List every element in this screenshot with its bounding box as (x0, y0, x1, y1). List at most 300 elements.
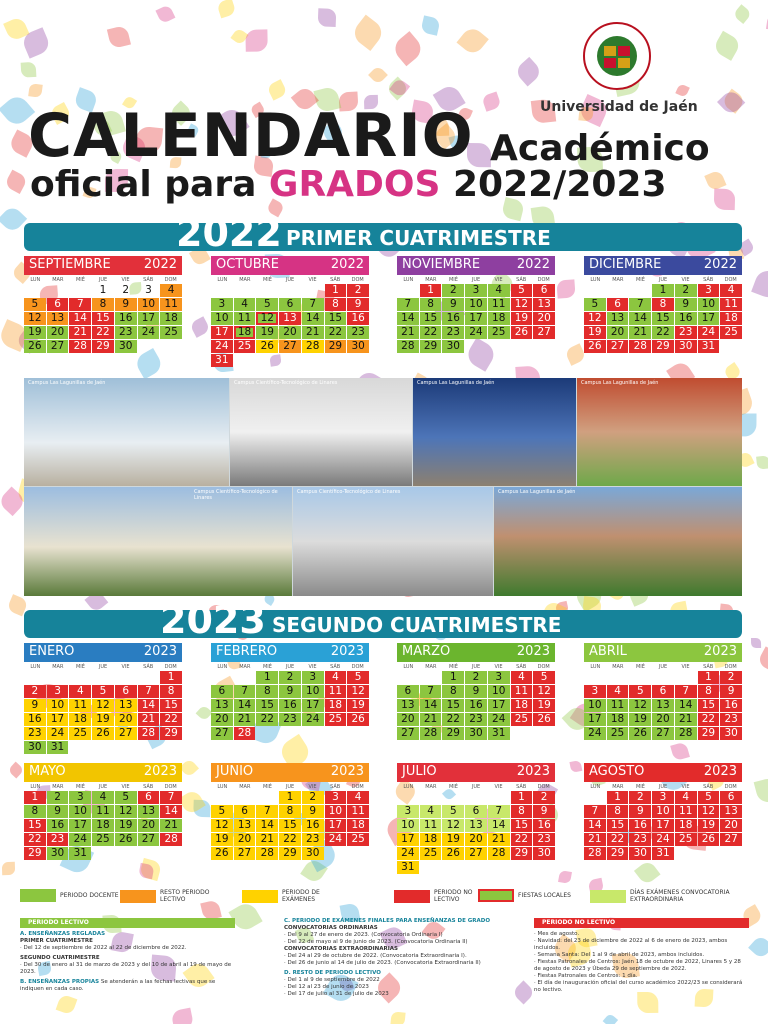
legend-swatch (242, 890, 278, 903)
day-cell: 13 (211, 699, 233, 712)
month-junio (211, 763, 369, 860)
day-cell: 30 (115, 340, 137, 353)
day-cell: 10 (584, 699, 606, 712)
day-cell: 6 (465, 805, 487, 818)
day-cell: 13 (47, 312, 69, 325)
day-cell: 3 (488, 671, 510, 684)
weekday-label: MIÉ (75, 783, 85, 790)
weekday-label: SÁB (703, 663, 714, 670)
day-cell: 12 (24, 312, 46, 325)
day-cell: 14 (629, 312, 651, 325)
day-cell: 7 (302, 298, 324, 311)
day-cell: 2 (279, 671, 301, 684)
day-cell: 1 (256, 671, 278, 684)
weekday-label: MAR (425, 663, 437, 670)
section-year: 2023 (160, 598, 266, 642)
day-cell: 6 (47, 298, 69, 311)
legend-item (120, 889, 220, 903)
day-cell: 6 (720, 791, 742, 804)
legend-item (590, 889, 768, 903)
day-cell: 18 (675, 819, 697, 832)
day-cell: 8 (442, 685, 464, 698)
weekday-label: JUE (658, 783, 668, 790)
day-cell: 11 (488, 298, 510, 311)
month-header (24, 763, 182, 782)
day-cell: 4 (160, 284, 182, 297)
weekday-label: JUE (658, 663, 668, 670)
month-header (584, 763, 742, 782)
day-cell: 5 (533, 671, 555, 684)
month-febrero (211, 643, 369, 740)
day-cell: 1 (325, 284, 347, 297)
weekday-label: VIE (681, 663, 690, 670)
day-cell: 3 (465, 284, 487, 297)
day-cell: 5 (24, 298, 46, 311)
day-cell: 5 (115, 791, 137, 804)
day-cell: 22 (698, 713, 720, 726)
day-cell: 23 (302, 833, 324, 846)
day-cell: 8 (607, 805, 629, 818)
month-diciembre (584, 256, 742, 353)
weekday-label: SÁB (516, 276, 527, 283)
month-name: MAYO (29, 764, 66, 779)
day-cell: 21 (584, 833, 606, 846)
day-cell: 28 (675, 727, 697, 740)
legend-label: PERIODO DOCENTE (60, 892, 119, 899)
day-cell: 26 (511, 326, 533, 339)
photo-3: Campus Las Lagunillas de Jaén (413, 378, 576, 486)
day-cell: 15 (279, 819, 301, 832)
weekday-row (397, 782, 555, 791)
month-name: DICIEMBRE (589, 257, 662, 272)
day-grid (24, 671, 182, 754)
weekday-label: JUE (285, 663, 295, 670)
day-cell: 13 (607, 312, 629, 325)
day-cell: 29 (607, 847, 629, 860)
day-cell: 27 (720, 833, 742, 846)
day-cell: 18 (720, 312, 742, 325)
day-cell: 6 (397, 685, 419, 698)
day-cell: 23 (720, 713, 742, 726)
university-seal-logo (572, 20, 662, 92)
day-cell: 25 (69, 727, 91, 740)
month-name: ABRIL (589, 644, 627, 659)
day-cell: 4 (720, 284, 742, 297)
day-cell: 29 (24, 847, 46, 860)
day-cell: 30 (24, 741, 46, 754)
day-cell: 22 (92, 326, 114, 339)
day-cell: 28 (488, 847, 510, 860)
day-cell: 17 (138, 312, 160, 325)
day-cell: 10 (69, 805, 91, 818)
month-name: FEBRERO (216, 644, 278, 659)
day-cell: 23 (465, 713, 487, 726)
day-cell: 27 (652, 727, 674, 740)
campus-photos (24, 378, 742, 596)
day-cell: 19 (256, 326, 278, 339)
day-cell: 24 (69, 833, 91, 846)
info-periodo-lectivo: PERIODO LECTIVO A. ENSEÑANZAS REGLADAS PRIMER CUATRIMESTRE · Del 12 de septiembre de 2022 al 22 de diciembre de 2022. SEGUNDO CUATRIMESTRE · Del 30 de enero al 31 de marzo de 2023 y del 10 de abril al 19 de mayo de 2023. B. ENSEÑANZAS PROPIAS Se atenderán a las fechas lectivas que se indiquen en cada caso. (20, 918, 235, 993)
day-grid (24, 791, 182, 860)
day-cell: 7 (675, 685, 697, 698)
day-cell: 3 (211, 298, 233, 311)
weekday-row (211, 662, 369, 671)
day-cell: 17 (652, 819, 674, 832)
day-cell: 26 (211, 847, 233, 860)
day-grid (211, 284, 369, 367)
day-cell: 6 (234, 805, 256, 818)
weekday-label: LUN (590, 783, 601, 790)
weekday-label: MAR (239, 276, 251, 283)
day-cell: 6 (533, 284, 555, 297)
day-cell: 12 (629, 699, 651, 712)
month-enero (24, 643, 182, 754)
day-cell: 10 (302, 685, 324, 698)
day-cell: 9 (533, 805, 555, 818)
weekday-label: JUE (471, 783, 481, 790)
day-cell: 11 (420, 819, 442, 832)
day-cell: 17 (465, 312, 487, 325)
day-cell: 16 (629, 819, 651, 832)
weekday-row (211, 782, 369, 791)
day-cell: 12 (92, 699, 114, 712)
day-cell: 8 (279, 805, 301, 818)
day-cell: 20 (607, 326, 629, 339)
day-cell: 9 (465, 685, 487, 698)
day-cell: 24 (488, 713, 510, 726)
day-cell: 7 (397, 298, 419, 311)
day-cell: 27 (47, 340, 69, 353)
weekday-label: SÁB (143, 276, 154, 283)
day-cell: 28 (584, 847, 606, 860)
weekday-label: SÁB (330, 783, 341, 790)
day-cell: 14 (256, 819, 278, 832)
day-cell: 21 (302, 326, 324, 339)
day-cell: 10 (488, 685, 510, 698)
month-julio (397, 763, 555, 874)
day-cell: 30 (302, 847, 324, 860)
legend (20, 889, 750, 909)
day-cell: 25 (720, 326, 742, 339)
day-cell: 1 (652, 284, 674, 297)
day-cell: 18 (325, 699, 347, 712)
day-cell: 13 (234, 819, 256, 832)
day-cell: 2 (533, 791, 555, 804)
day-cell: 9 (47, 805, 69, 818)
day-cell: 30 (629, 847, 651, 860)
weekday-label: VIE (121, 783, 130, 790)
day-cell: 15 (160, 699, 182, 712)
day-cell: 12 (256, 312, 278, 325)
weekday-label: JUE (658, 276, 668, 283)
day-cell: 1 (607, 791, 629, 804)
day-cell: 16 (442, 312, 464, 325)
day-cell: 21 (69, 326, 91, 339)
month-year: 2022 (330, 257, 364, 272)
day-cell: 21 (629, 326, 651, 339)
weekday-label: MAR (52, 783, 64, 790)
month-year: 2023 (143, 644, 177, 659)
month-name: ENERO (29, 644, 75, 659)
day-cell: 1 (279, 791, 301, 804)
day-cell: 20 (465, 833, 487, 846)
day-cell: 7 (138, 685, 160, 698)
day-cell: 15 (607, 819, 629, 832)
weekday-label: LUN (30, 663, 41, 670)
day-cell: 13 (115, 699, 137, 712)
day-cell: 26 (256, 340, 278, 353)
day-cell: 22 (511, 833, 533, 846)
day-cell: 24 (138, 326, 160, 339)
weekday-row (397, 662, 555, 671)
day-cell: 31 (47, 741, 69, 754)
legend-item (242, 889, 342, 903)
weekday-label: VIE (681, 276, 690, 283)
day-cell: 13 (397, 699, 419, 712)
day-cell: 29 (511, 847, 533, 860)
weekday-label: MIÉ (75, 663, 85, 670)
day-cell: 25 (160, 326, 182, 339)
weekday-label: MAR (425, 783, 437, 790)
month-octubre (211, 256, 369, 367)
weekday-label: LUN (217, 276, 228, 283)
day-cell: 23 (675, 326, 697, 339)
day-cell: 14 (69, 312, 91, 325)
day-cell: 19 (347, 699, 369, 712)
weekday-label: SÁB (143, 783, 154, 790)
day-cell: 8 (256, 685, 278, 698)
legend-swatch (590, 890, 626, 903)
day-cell: 9 (720, 685, 742, 698)
photo-1: Campus Las Lagunillas de Jaén (24, 378, 229, 486)
day-cell: 22 (607, 833, 629, 846)
legend-item (478, 889, 578, 902)
section-label: PRIMER CUATRIMESTRE (286, 226, 551, 250)
day-cell: 12 (533, 685, 555, 698)
day-cell: 20 (234, 833, 256, 846)
month-name: OCTUBRE (216, 257, 279, 272)
weekday-label: DOM (537, 783, 550, 790)
day-cell: 2 (302, 791, 324, 804)
day-cell: 29 (420, 340, 442, 353)
day-cell: 10 (211, 312, 233, 325)
month-header (397, 256, 555, 275)
day-cell: 6 (211, 685, 233, 698)
day-cell: 10 (138, 298, 160, 311)
day-cell: 16 (302, 819, 324, 832)
photo-7: Campus Las Lagunillas de Jaén (494, 487, 742, 596)
day-cell: 16 (24, 713, 46, 726)
day-cell: 14 (584, 819, 606, 832)
day-cell: 14 (397, 312, 419, 325)
university-name: Universidad de Jaén (540, 99, 698, 115)
month-header (397, 763, 555, 782)
day-cell: 4 (69, 685, 91, 698)
day-cell: 20 (720, 819, 742, 832)
day-cell: 11 (720, 298, 742, 311)
month-year: 2023 (703, 644, 737, 659)
weekday-label: MIÉ (635, 783, 645, 790)
day-cell: 7 (629, 298, 651, 311)
day-cell: 11 (675, 805, 697, 818)
weekday-row (584, 662, 742, 671)
weekday-row (211, 275, 369, 284)
weekday-label: VIE (494, 783, 503, 790)
day-cell: 15 (442, 699, 464, 712)
day-cell: 18 (92, 819, 114, 832)
weekday-label: SÁB (703, 276, 714, 283)
photo-4: Campus Las Lagunillas de Jaén (577, 378, 742, 486)
weekday-label: SÁB (516, 783, 527, 790)
day-cell: 27 (211, 727, 233, 740)
day-cell: 9 (279, 685, 301, 698)
day-cell: 8 (420, 298, 442, 311)
month-name: NOVIEMBRE (402, 257, 481, 272)
legend-swatch (20, 889, 56, 902)
day-cell: 26 (698, 833, 720, 846)
day-grid (211, 671, 369, 740)
day-cell: 12 (698, 805, 720, 818)
weekday-label: LUN (217, 783, 228, 790)
day-cell: 2 (720, 671, 742, 684)
weekday-label: LUN (590, 663, 601, 670)
weekday-label: MAR (612, 663, 624, 670)
day-cell: 12 (511, 298, 533, 311)
day-cell: 13 (138, 805, 160, 818)
day-cell: 22 (442, 713, 464, 726)
day-cell: 7 (420, 685, 442, 698)
day-cell: 31 (397, 861, 419, 874)
weekday-row (24, 782, 182, 791)
day-cell: 21 (160, 819, 182, 832)
day-cell: 15 (325, 312, 347, 325)
day-cell: 15 (92, 312, 114, 325)
month-marzo (397, 643, 555, 740)
day-cell: 2 (675, 284, 697, 297)
day-cell: 11 (607, 699, 629, 712)
weekday-label: VIE (308, 276, 317, 283)
legend-swatch (120, 890, 156, 903)
month-mayo (24, 763, 182, 860)
day-cell: 15 (256, 699, 278, 712)
day-cell: 18 (69, 713, 91, 726)
day-cell: 30 (442, 340, 464, 353)
month-name: MARZO (402, 644, 451, 659)
day-cell: 19 (92, 713, 114, 726)
weekday-label: SÁB (703, 783, 714, 790)
weekday-label: LUN (403, 783, 414, 790)
month-year: 2023 (703, 764, 737, 779)
day-cell: 16 (279, 699, 301, 712)
photo-2: Campus Científico-Tecnológico de Linares (230, 378, 412, 486)
weekday-label: DOM (724, 276, 737, 283)
day-cell: 13 (279, 312, 301, 325)
month-year: 2023 (143, 764, 177, 779)
day-cell: 1 (24, 791, 46, 804)
day-cell: 24 (397, 847, 419, 860)
day-cell: 21 (420, 713, 442, 726)
month-header (584, 256, 742, 275)
day-cell: 17 (488, 699, 510, 712)
day-cell: 5 (211, 805, 233, 818)
day-cell: 24 (584, 727, 606, 740)
legend-label: RESTO PERIODO LECTIVO (160, 889, 210, 903)
day-cell: 8 (511, 805, 533, 818)
month-header (211, 256, 369, 275)
day-cell: 27 (607, 340, 629, 353)
weekday-label: LUN (403, 276, 414, 283)
day-cell: 7 (584, 805, 606, 818)
month-header (211, 763, 369, 782)
day-cell: 5 (584, 298, 606, 311)
day-cell: 24 (698, 326, 720, 339)
day-cell: 22 (420, 326, 442, 339)
day-cell: 21 (234, 713, 256, 726)
weekday-label: MIÉ (262, 276, 272, 283)
photo-5: Campus Científico-Tecnológico de Linares (24, 487, 292, 596)
legend-swatch (478, 889, 514, 902)
weekday-label: MAR (425, 276, 437, 283)
day-cell: 10 (465, 298, 487, 311)
weekday-label: DOM (164, 783, 177, 790)
day-cell: 24 (325, 833, 347, 846)
weekday-label: MAR (52, 276, 64, 283)
day-cell: 26 (584, 340, 606, 353)
day-cell: 12 (115, 805, 137, 818)
day-cell: 14 (160, 805, 182, 818)
day-cell: 18 (160, 312, 182, 325)
day-cell: 28 (397, 340, 419, 353)
day-cell: 15 (698, 699, 720, 712)
day-cell: 12 (584, 312, 606, 325)
day-cell: 12 (347, 685, 369, 698)
month-header (211, 643, 369, 662)
day-cell: 25 (488, 326, 510, 339)
day-cell: 9 (629, 805, 651, 818)
day-cell: 30 (720, 727, 742, 740)
day-cell: 1 (698, 671, 720, 684)
weekday-label: VIE (494, 276, 503, 283)
day-cell: 19 (629, 713, 651, 726)
weekday-label: SÁB (516, 663, 527, 670)
month-name: JUNIO (216, 764, 254, 779)
weekday-label: MAR (239, 783, 251, 790)
day-cell: 10 (325, 805, 347, 818)
title-academico: Académico (490, 128, 710, 169)
weekday-label: LUN (30, 783, 41, 790)
day-cell: 21 (488, 833, 510, 846)
day-cell: 10 (652, 805, 674, 818)
day-cell: 28 (256, 847, 278, 860)
day-grid (584, 791, 742, 860)
day-cell: 30 (47, 847, 69, 860)
month-septiembre (24, 256, 182, 353)
day-cell: 19 (115, 819, 137, 832)
day-cell: 5 (629, 685, 651, 698)
day-cell: 20 (115, 713, 137, 726)
month-header (24, 643, 182, 662)
day-cell: 25 (347, 833, 369, 846)
day-cell: 27 (115, 727, 137, 740)
legend-label: PERIODO NO LECTIVO (434, 889, 473, 903)
weekday-label: MIÉ (635, 276, 645, 283)
day-cell: 4 (511, 671, 533, 684)
day-cell: 14 (420, 699, 442, 712)
weekday-label: VIE (681, 783, 690, 790)
day-cell: 16 (47, 819, 69, 832)
day-cell: 28 (629, 340, 651, 353)
day-cell: 23 (629, 833, 651, 846)
